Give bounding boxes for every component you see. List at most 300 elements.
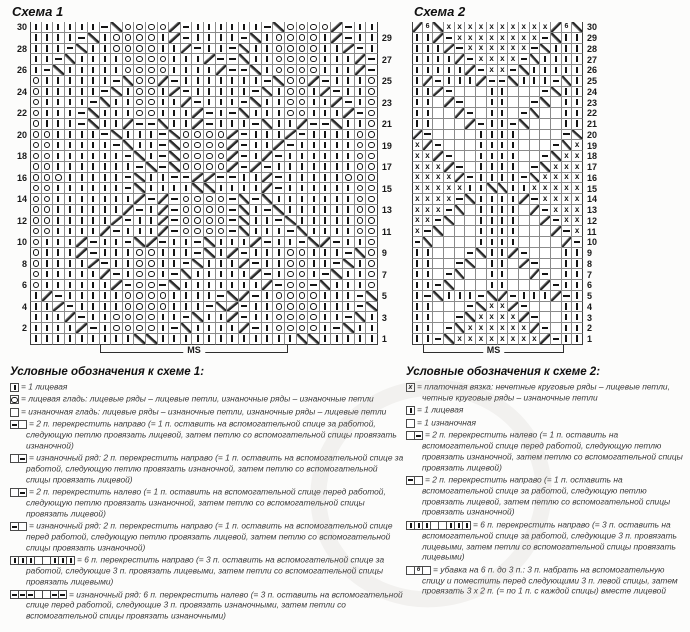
knit-stitch-cell <box>65 108 77 119</box>
garter-x-cell: x <box>498 33 509 44</box>
stockinette-circle-cell <box>42 226 54 237</box>
stockinette-circle-cell <box>42 216 54 227</box>
knit-stitch-cell <box>42 302 54 313</box>
knit-stitch-cell <box>423 65 434 76</box>
knit-stitch-cell <box>308 108 320 119</box>
purl-blank-cell <box>519 205 530 216</box>
garter-x-cell: x <box>433 173 444 184</box>
knit-stitch-cell <box>123 130 135 141</box>
purl-dash-cell <box>423 130 434 141</box>
garter-x-cell: x <box>540 183 551 194</box>
purl-blank-cell <box>433 119 444 130</box>
knit-stitch-cell <box>192 33 204 44</box>
knit-stitch-cell <box>216 323 228 334</box>
knit-stitch-cell <box>76 65 88 76</box>
knit-stitch-cell <box>111 334 123 345</box>
stockinette-circle-cell <box>158 65 170 76</box>
purl-dash-cell <box>192 97 204 108</box>
purl-dash-cell <box>204 119 216 130</box>
knit-stitch-cell <box>123 259 135 270</box>
garter-x-cell: x <box>551 183 562 194</box>
cross-left-cell <box>76 323 88 334</box>
purl-blank-cell <box>519 226 530 237</box>
cross-right-cell <box>444 216 455 227</box>
knit-stitch-cell <box>53 151 65 162</box>
knit-stitch-cell <box>562 54 573 65</box>
stockinette-circle-cell <box>30 162 42 173</box>
knit-stitch-cell <box>250 183 262 194</box>
knit-stitch-cell <box>273 97 285 108</box>
cross-left-cell <box>227 130 239 141</box>
cross-left-cell <box>42 291 54 302</box>
cross-left-cell <box>331 22 343 33</box>
chart-row-15 <box>412 183 603 194</box>
knit-stitch-cell <box>366 323 378 334</box>
cross-left-cell <box>262 151 274 162</box>
garter-x-cell: x <box>572 162 583 173</box>
knit-stitch-cell <box>412 65 423 76</box>
knit-stitch-cell <box>320 183 332 194</box>
knit-stitch-cell <box>476 140 487 151</box>
legend-symbol <box>406 417 414 427</box>
knit-stitch-cell <box>331 108 343 119</box>
purl-dash-cell <box>239 312 251 323</box>
cross-left-cell <box>100 226 112 237</box>
purl-dash-cell <box>297 130 309 141</box>
purl-blank-cell <box>551 130 562 141</box>
garter-x-cell: x <box>444 183 455 194</box>
knit-stitch-cell <box>76 76 88 87</box>
cross-right-cell <box>572 130 583 141</box>
cross-right-cell <box>540 44 551 55</box>
knit-stitch-cell <box>498 226 509 237</box>
knit-stitch-cell <box>146 226 158 237</box>
stockinette-circle-cell <box>355 226 367 237</box>
cross-left-cell <box>227 140 239 151</box>
chart-row-26 <box>412 65 603 76</box>
cross-left-cell <box>262 280 274 291</box>
row-number-right: 24 <box>587 86 598 97</box>
purl-blank-cell <box>465 87 476 98</box>
stockinette-circle-cell <box>30 97 42 108</box>
knit-stitch-cell <box>42 44 54 55</box>
knit-stitch-cell <box>320 65 332 76</box>
row-number-right <box>378 173 398 184</box>
purl-dash-cell <box>100 87 112 98</box>
purl-blank-cell <box>540 237 551 248</box>
knit-stitch-cell <box>308 173 320 184</box>
cross-left-cell <box>331 97 343 108</box>
purl-dash-cell <box>433 140 444 151</box>
knit-stitch-cell <box>53 259 65 270</box>
chart-row-18 <box>10 151 398 162</box>
knit-stitch-cell <box>65 65 77 76</box>
purl-blank-cell <box>519 162 530 173</box>
knit-stitch-cell <box>487 259 498 270</box>
knit-stitch-cell <box>65 323 77 334</box>
purl-dash-cell <box>111 269 123 280</box>
knit-stitch-cell <box>65 76 77 87</box>
row-number-right <box>378 87 398 98</box>
knit-stitch-cell <box>181 108 193 119</box>
cross-left-cell <box>250 237 262 248</box>
knit-stitch-cell <box>65 216 77 227</box>
purl-blank-cell <box>433 237 444 248</box>
knit-stitch-cell <box>216 183 228 194</box>
cross-left-cell <box>423 140 434 151</box>
purl-blank-cell <box>551 323 562 334</box>
cross-right-cell <box>487 291 498 302</box>
knit-stitch-cell <box>508 205 519 216</box>
knit-stitch-cell <box>262 97 274 108</box>
knit-stitch-cell <box>250 216 262 227</box>
purl-blank-cell <box>465 151 476 162</box>
knit-stitch-cell <box>181 237 193 248</box>
knit-stitch-cell <box>42 323 54 334</box>
cross-left-cell <box>204 173 216 184</box>
stockinette-circle-cell <box>134 65 146 76</box>
knit-stitch-cell <box>216 312 228 323</box>
garter-x-cell: x <box>487 65 498 76</box>
row-number-right <box>378 323 398 334</box>
legend-item-text: = 6 п. перекрестить направо (= 3 п. оставить на вспомогательной спице за работой, следующие 3 п. провязать лицевыми, затем петли со вспомогательной спицы провязать лицевыми) <box>26 555 385 587</box>
stockinette-circle-cell <box>10 395 19 404</box>
garter-x-cell: x <box>519 334 530 345</box>
knit-stitch-cell <box>355 280 367 291</box>
purl-dash-cell <box>455 194 466 205</box>
cross-right-cell <box>227 291 239 302</box>
garter-x-cell: x <box>423 205 434 216</box>
knit-stitch-cell <box>158 33 170 44</box>
purl-blank-cell <box>465 130 476 141</box>
cross-right-cell <box>111 87 123 98</box>
knit-stitch-cell <box>192 291 204 302</box>
purl-dash-cell <box>355 108 367 119</box>
purl-blank-cell <box>444 140 455 151</box>
cross-right-cell <box>239 44 251 55</box>
purl-blank-cell <box>433 312 444 323</box>
stockinette-circle-cell <box>297 323 309 334</box>
cross-right-cell <box>192 183 204 194</box>
cross-left-cell <box>540 280 551 291</box>
cross-right-cell <box>65 54 77 65</box>
cross-right-cell <box>308 334 320 345</box>
legend-item-text: = 2 п. перекрестить направо (= 1 п. оставить на вспомогательной спице за работой, следующую петлю провязать лицевой, затем петлю со вспомогательной спицы провязать изнаночной) <box>422 474 671 518</box>
cross-left-cell <box>331 33 343 44</box>
stockinette-circle-cell <box>123 312 135 323</box>
cross-right-cell <box>476 302 487 313</box>
knit-stitch-cell <box>53 237 65 248</box>
knit-stitch-cell <box>88 280 100 291</box>
cross-right-cell <box>422 566 431 575</box>
stockinette-circle-cell <box>192 140 204 151</box>
stockinette-circle-cell <box>366 140 378 151</box>
legend-1-items <box>10 381 404 621</box>
cross-right-cell <box>134 151 146 162</box>
cross-right-cell <box>343 259 355 270</box>
row-number-right: 15 <box>587 183 598 194</box>
knit-stitch-cell <box>111 183 123 194</box>
stockinette-circle-cell <box>123 302 135 313</box>
garter-x-cell: x <box>487 33 498 44</box>
cross-right-cell <box>366 302 378 313</box>
stockinette-circle-cell <box>146 33 158 44</box>
stockinette-circle-cell <box>355 151 367 162</box>
knit-stitch-cell <box>227 323 239 334</box>
legend-2-title: Условные обозначения к схеме 2: <box>406 366 601 378</box>
knit-stitch-cell <box>444 291 455 302</box>
purl-dash-cell <box>216 54 228 65</box>
garter-x-cell: x <box>530 22 541 33</box>
cross-left-cell <box>530 205 541 216</box>
purl-dash-cell <box>169 194 181 205</box>
stockinette-circle-cell <box>285 33 297 44</box>
cross-left-cell <box>343 44 355 55</box>
cross-right-cell <box>444 280 455 291</box>
stockinette-circle-cell <box>30 259 42 270</box>
knit-stitch-cell <box>42 97 54 108</box>
cross-left-cell <box>181 97 193 108</box>
knit-stitch-cell <box>53 226 65 237</box>
knit-stitch-cell <box>250 334 262 345</box>
knit-stitch-cell <box>343 87 355 98</box>
knit-stitch-cell <box>320 44 332 55</box>
purl-blank-cell <box>551 237 562 248</box>
cross-left-cell <box>239 259 251 270</box>
garter-x-cell: x <box>572 173 583 184</box>
knit-stitch-cell <box>30 65 42 76</box>
knit-stitch-cell <box>65 291 77 302</box>
knit-stitch-cell <box>76 140 88 151</box>
purl-dash-cell <box>530 44 541 55</box>
stockinette-circle-cell <box>181 130 193 141</box>
knit-stitch-cell <box>158 44 170 55</box>
chart-row-6 <box>412 280 603 291</box>
knit-stitch-cell <box>412 54 423 65</box>
garter-x-cell: x <box>572 194 583 205</box>
garter-x-cell: x <box>572 183 583 194</box>
knit-stitch-cell <box>297 162 309 173</box>
cross-right-cell <box>204 183 216 194</box>
stockinette-circle-cell <box>123 22 135 33</box>
knit-stitch-cell <box>487 151 498 162</box>
row-number-right <box>378 302 398 313</box>
knit-stitch-cell <box>572 269 583 280</box>
knit-stitch-cell <box>181 119 193 130</box>
knit-stitch-cell <box>562 65 573 76</box>
cross-right-cell <box>343 323 355 334</box>
knit-stitch-cell <box>204 334 216 345</box>
stockinette-circle-cell <box>285 280 297 291</box>
knit-stitch-cell <box>508 151 519 162</box>
knit-stitch-cell <box>227 33 239 44</box>
stockinette-circle-cell <box>285 108 297 119</box>
stockinette-circle-cell <box>146 312 158 323</box>
chart-row-25 <box>10 76 398 87</box>
knit-stitch-cell <box>181 280 193 291</box>
garter-x-cell: x <box>508 54 519 65</box>
row-number-left <box>10 183 30 194</box>
knit-stitch-cell <box>169 248 181 259</box>
knit-stitch-cell <box>285 173 297 184</box>
knit-stitch-cell <box>42 269 54 280</box>
purl-dash-cell <box>134 119 146 130</box>
purl-dash-cell <box>343 312 355 323</box>
garter-x-cell: x <box>508 33 519 44</box>
garter-x-cell: x <box>540 194 551 205</box>
garter-x-cell: x <box>423 216 434 227</box>
purl-dash-cell <box>227 226 239 237</box>
garter-x-cell: x <box>508 312 519 323</box>
knit-stitch-cell <box>355 33 367 44</box>
knit-stitch-cell <box>250 205 262 216</box>
purl-dash-cell <box>100 259 112 270</box>
purl-blank-cell <box>540 226 551 237</box>
legend-item-2 <box>406 404 687 415</box>
stockinette-circle-cell <box>285 302 297 313</box>
purl-blank-cell <box>540 140 551 151</box>
cross-right-cell <box>239 54 251 65</box>
knit-stitch-cell <box>262 130 274 141</box>
knit-stitch-cell <box>250 140 262 151</box>
garter-x-cell: x <box>433 183 444 194</box>
knit-stitch-cell <box>412 87 423 98</box>
cross-left-cell <box>123 119 135 130</box>
cross-right-cell <box>551 87 562 98</box>
knit-stitch-cell <box>355 87 367 98</box>
knit-stitch-cell <box>476 216 487 227</box>
row-number-right: 28 <box>587 43 598 54</box>
decrease-six-cell: 6 <box>414 566 423 575</box>
knit-stitch-cell <box>572 65 583 76</box>
stockinette-circle-cell <box>146 269 158 280</box>
cross-left-cell <box>465 119 476 130</box>
row-number-left <box>10 97 30 108</box>
purl-blank-cell <box>519 97 530 108</box>
knit-stitch-cell <box>65 280 77 291</box>
cross-left-cell <box>455 173 466 184</box>
row-number-right: 13 <box>587 205 598 216</box>
stockinette-circle-cell <box>134 76 146 87</box>
purl-blank-cell <box>465 162 476 173</box>
knit-stitch-cell <box>355 76 367 87</box>
row-number-right: 17 <box>587 162 598 173</box>
knit-stitch-cell <box>169 65 181 76</box>
cross-right-cell <box>134 183 146 194</box>
cross-right-cell <box>487 183 498 194</box>
knit-stitch-cell <box>169 312 181 323</box>
knit-stitch-cell <box>308 183 320 194</box>
stockinette-circle-cell <box>366 76 378 87</box>
cross-right-cell <box>262 119 274 130</box>
stockinette-circle-cell <box>366 162 378 173</box>
knit-stitch-cell <box>53 22 65 33</box>
purl-blank-cell <box>508 280 519 291</box>
knit-stitch-cell <box>562 312 573 323</box>
knit-stitch-cell <box>100 33 112 44</box>
legend-item-text: = 1 изнаночная <box>417 417 476 428</box>
knit-stitch-cell <box>88 194 100 205</box>
knit-stitch-cell <box>320 312 332 323</box>
purl-dash-cell <box>455 44 466 55</box>
knit-stitch-cell <box>227 237 239 248</box>
stockinette-circle-cell <box>297 22 309 33</box>
purl-blank-cell <box>476 97 487 108</box>
cross-left-cell <box>227 162 239 173</box>
knit-stitch-cell <box>169 108 181 119</box>
stockinette-circle-cell <box>297 280 309 291</box>
stockinette-circle-cell <box>273 44 285 55</box>
purl-blank-cell <box>508 87 519 98</box>
cross-left-cell <box>412 130 423 141</box>
stockinette-circle-cell <box>134 87 146 98</box>
purl-dash-cell <box>18 454 27 463</box>
knit-stitch-cell <box>412 334 423 345</box>
cross-right-cell <box>273 76 285 87</box>
knit-stitch-cell <box>343 237 355 248</box>
row-number-right: 1 <box>381 334 387 345</box>
stockinette-circle-cell <box>192 205 204 216</box>
stockinette-circle-cell <box>273 291 285 302</box>
knit-stitch-cell <box>111 162 123 173</box>
garter-x-cell: x <box>562 205 573 216</box>
knit-stitch-cell <box>572 44 583 55</box>
chart-row-3 <box>10 312 398 323</box>
purl-blank-cell <box>465 140 476 151</box>
purl-dash-cell <box>444 323 455 334</box>
knit-stitch-cell <box>462 521 471 530</box>
stockinette-circle-cell <box>355 205 367 216</box>
garter-x-cell: x <box>412 151 423 162</box>
purl-blank-cell <box>476 269 487 280</box>
stockinette-circle-cell <box>30 130 42 141</box>
knit-stitch-cell <box>100 54 112 65</box>
knit-stitch-cell <box>100 302 112 313</box>
knit-stitch-cell <box>100 291 112 302</box>
chart-row-11 <box>412 226 603 237</box>
cross-left-cell <box>158 226 170 237</box>
row-number-right: 7 <box>381 269 387 280</box>
purl-dash-cell <box>239 140 251 151</box>
knit-stitch-cell <box>239 119 251 130</box>
garter-x-cell: x <box>572 226 583 237</box>
purl-dash-cell <box>262 237 274 248</box>
stockinette-circle-cell <box>204 216 216 227</box>
cross-right-cell <box>572 22 583 33</box>
row-number-left: 12 <box>16 215 27 226</box>
knit-stitch-cell <box>262 334 274 345</box>
legend-symbol <box>10 394 18 404</box>
purl-dash-cell <box>100 130 112 141</box>
garter-x-cell: x <box>476 323 487 334</box>
knit-stitch-cell <box>53 205 65 216</box>
knit-stitch-cell <box>134 140 146 151</box>
knit-stitch-cell <box>216 44 228 55</box>
purl-dash-cell <box>331 237 343 248</box>
stockinette-circle-cell <box>355 140 367 151</box>
stockinette-circle-cell <box>42 130 54 141</box>
garter-x-cell: x <box>455 33 466 44</box>
knit-stitch-cell <box>169 291 181 302</box>
purl-blank-cell <box>530 140 541 151</box>
knit-stitch-cell <box>76 291 88 302</box>
cross-right-cell <box>540 97 551 108</box>
garter-x-cell: x <box>530 334 541 345</box>
cross-right-cell <box>169 280 181 291</box>
knit-stitch-cell <box>250 248 262 259</box>
knit-stitch-cell <box>308 140 320 151</box>
cross-right-cell <box>76 44 88 55</box>
